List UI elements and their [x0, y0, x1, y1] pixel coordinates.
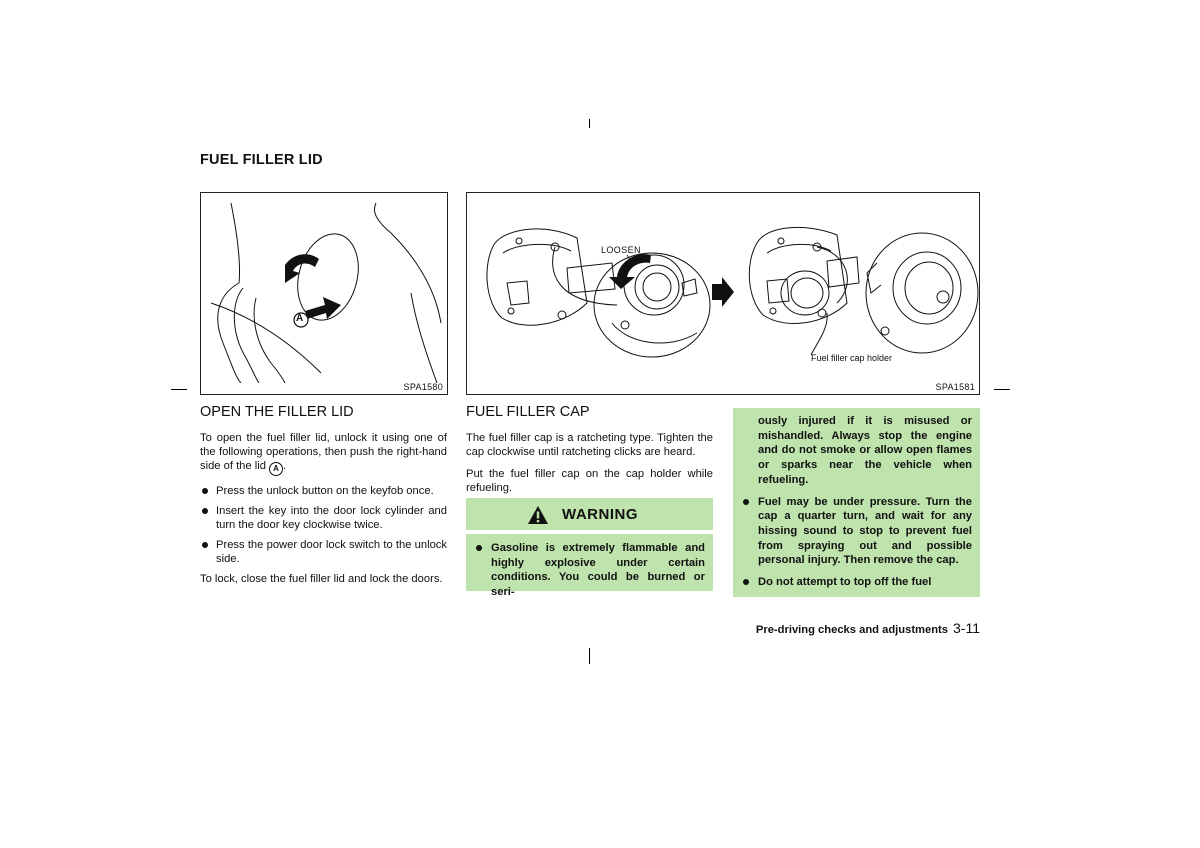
open-method-list — [200, 484, 447, 566]
loosen-label: LOOSEN — [601, 245, 641, 255]
callout-a-label: A — [296, 313, 304, 324]
figure-code: SPA1580 — [403, 382, 443, 392]
list-item: Insert the key into the door lock cylinder and turn the door key clockwise twice. — [200, 504, 447, 532]
warning-header — [466, 498, 713, 530]
warning-item: Gasoline is extremely flammable and highly explosive under certain conditions. You could be burned or seri- — [466, 541, 705, 600]
cap-holder-label: Fuel filler cap holder — [811, 353, 893, 363]
warning-title: WARNING — [562, 506, 638, 523]
warning-triangle-icon — [527, 505, 549, 525]
list-item: Press the unlock button on the keyfob once. — [200, 484, 447, 498]
section-title: FUEL FILLER LID — [200, 152, 323, 168]
open-lid-column — [200, 404, 447, 594]
lock-instruction: To lock, close the fuel filler lid and lock the doors. — [200, 573, 443, 585]
filler-lid-illustration — [201, 193, 447, 383]
warning-item: Fuel may be under pressure. Turn the cap a quarter turn, and wait for any hissing sound to stop to prevent fuel from spraying out and possible personal injury. Then remove the cap. — [733, 495, 972, 569]
filler-cap-para-2: Put the fuel filler cap on the cap holder while refueling. — [466, 468, 713, 494]
filler-cap-para-1: The fuel filler cap is a ratcheting type. Tighten the cap clockwise until ratcheting clicks are heard. — [466, 432, 713, 458]
warning-body-part-1 — [466, 534, 713, 599]
warning-body-part-2 — [733, 408, 980, 597]
filler-cap-figure — [466, 192, 980, 395]
page-number: 3-11 — [953, 620, 980, 636]
open-lid-intro: To open the fuel filler lid, unlock it using one of the following operations, then push the right-hand side of the lid A . — [200, 431, 447, 476]
warning-item: Do not attempt to top off the fuel — [733, 575, 972, 590]
warning-continuation: ously injured if it is misused or mishandled. Always stop the engine and do not smoke or allow open flames or sparks near the vehicle when refueling. — [758, 415, 972, 486]
filler-cap-heading: FUEL FILLER CAP — [466, 404, 590, 420]
chapter-label: Pre-driving checks and adjustments — [755, 624, 949, 636]
left-crop-mark — [171, 389, 187, 390]
bottom-crop-mark — [589, 648, 590, 664]
open-lid-heading: OPEN THE FILLER LID — [200, 404, 354, 420]
figure-code: SPA1581 — [935, 382, 975, 392]
filler-lid-figure — [200, 192, 448, 395]
right-crop-mark — [994, 389, 1010, 390]
page-footer — [730, 620, 980, 638]
top-crop-mark — [589, 119, 590, 128]
callout-a-symbol: A — [269, 462, 283, 476]
list-item: Press the power door lock switch to the unlock side. — [200, 538, 447, 566]
filler-cap-illustration — [467, 193, 979, 383]
filler-cap-column — [466, 404, 713, 503]
